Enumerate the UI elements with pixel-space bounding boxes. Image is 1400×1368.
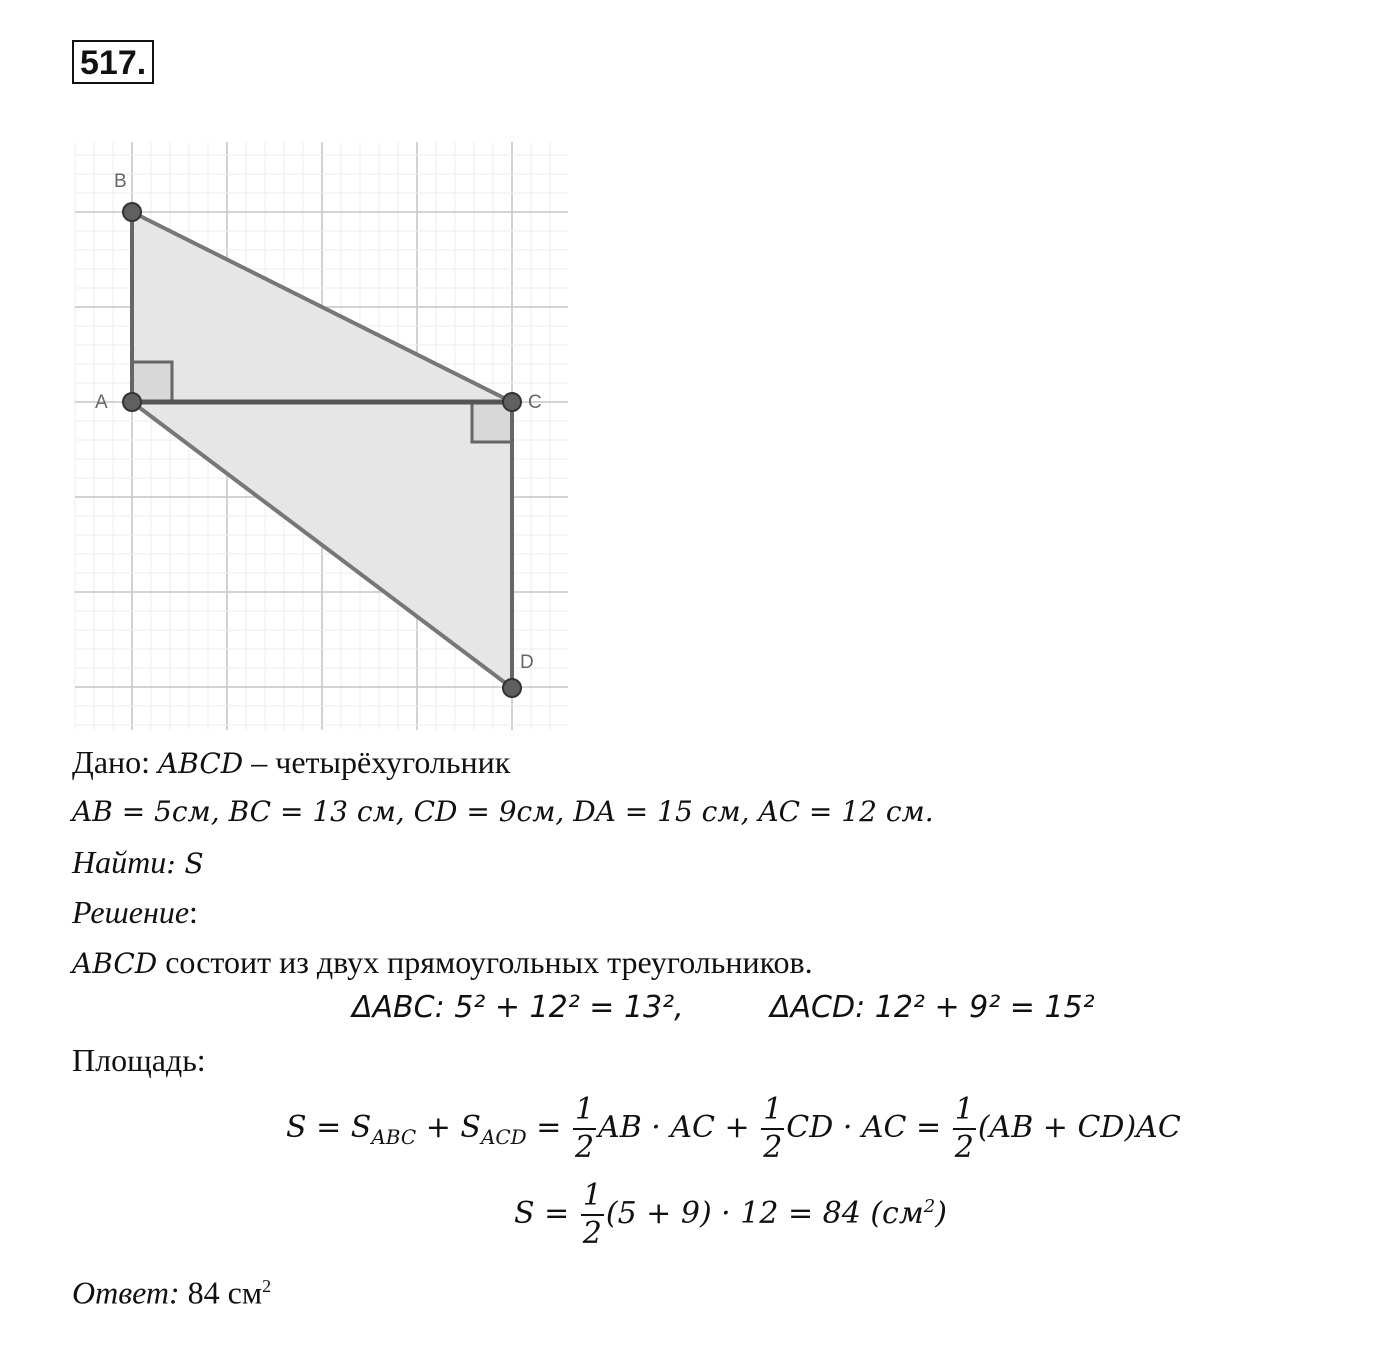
formula-term3: (AB + CD)AC [977, 1110, 1181, 1145]
label-a: A [95, 392, 108, 413]
given-line [72, 742, 510, 784]
formula-s-abc: $S_{ABC}$ [350, 1110, 417, 1149]
area-formula [286, 1092, 1181, 1166]
answer-value: 84 см [179, 1274, 263, 1311]
point-d [503, 679, 521, 697]
calc-close: ) [935, 1196, 947, 1231]
calc-rest: (5 + 9) · 12 = 84 (см [605, 1196, 924, 1231]
find-line [72, 842, 204, 884]
calc-sup: 2 [923, 1196, 936, 1217]
problem-number: 517. [72, 40, 154, 84]
fraction-half-2: $\frac{1}{2}$ [763, 1092, 783, 1165]
area-label: Площадь: [72, 1042, 206, 1078]
point-a [123, 393, 141, 411]
solution-line [72, 892, 198, 932]
consists-quad: ABCD [72, 947, 158, 980]
find-value: : S [166, 847, 204, 880]
area-calculation [514, 1178, 947, 1252]
triangle-abc-equation: ΔABC: 5² + 12² = 13², [352, 990, 684, 1025]
label-d: D [520, 652, 534, 673]
answer-label: Ответ: [72, 1274, 180, 1311]
point-c [503, 393, 521, 411]
formula-term1: AB · AC + [598, 1110, 760, 1145]
solution-colon: : [189, 894, 198, 930]
answer-line [72, 1266, 271, 1313]
given-quad-rest: – четырёхугольник [243, 744, 511, 780]
triangle-acd-equation: ΔACD: 12² + 9² = 15² [770, 990, 1095, 1025]
given-quad: ABCD [158, 747, 244, 780]
solution-label: Решение [72, 894, 190, 930]
formula-term2: CD · AC = [786, 1110, 951, 1145]
fraction-half-calc: $\frac{1}{2}$ [582, 1178, 602, 1251]
fraction-half-3: $\frac{1}{2}$ [954, 1092, 974, 1165]
calc-s: S = [514, 1196, 579, 1231]
answer-sup: 2 [262, 1276, 272, 1296]
formula-eq: = [526, 1110, 571, 1145]
given-label: Дано: [72, 744, 151, 780]
given-values: AB = 5см, BC = 13 см, CD = 9см, DA = 15 см, AC = 12 см. [72, 795, 934, 828]
label-c: C [528, 392, 542, 413]
fraction-half-1: $\frac{1}{2}$ [574, 1092, 595, 1165]
find-label: Найти [72, 844, 167, 880]
formula-s-acd: $S_{ACD}$ [460, 1110, 527, 1149]
formula-plus: + [416, 1110, 461, 1145]
consists-text: состоит из двух прямоугольных треугольников. [157, 944, 813, 980]
formula-s: S = [286, 1110, 351, 1145]
consists-line [72, 942, 813, 984]
point-b [123, 203, 141, 221]
label-b: B [114, 171, 127, 192]
